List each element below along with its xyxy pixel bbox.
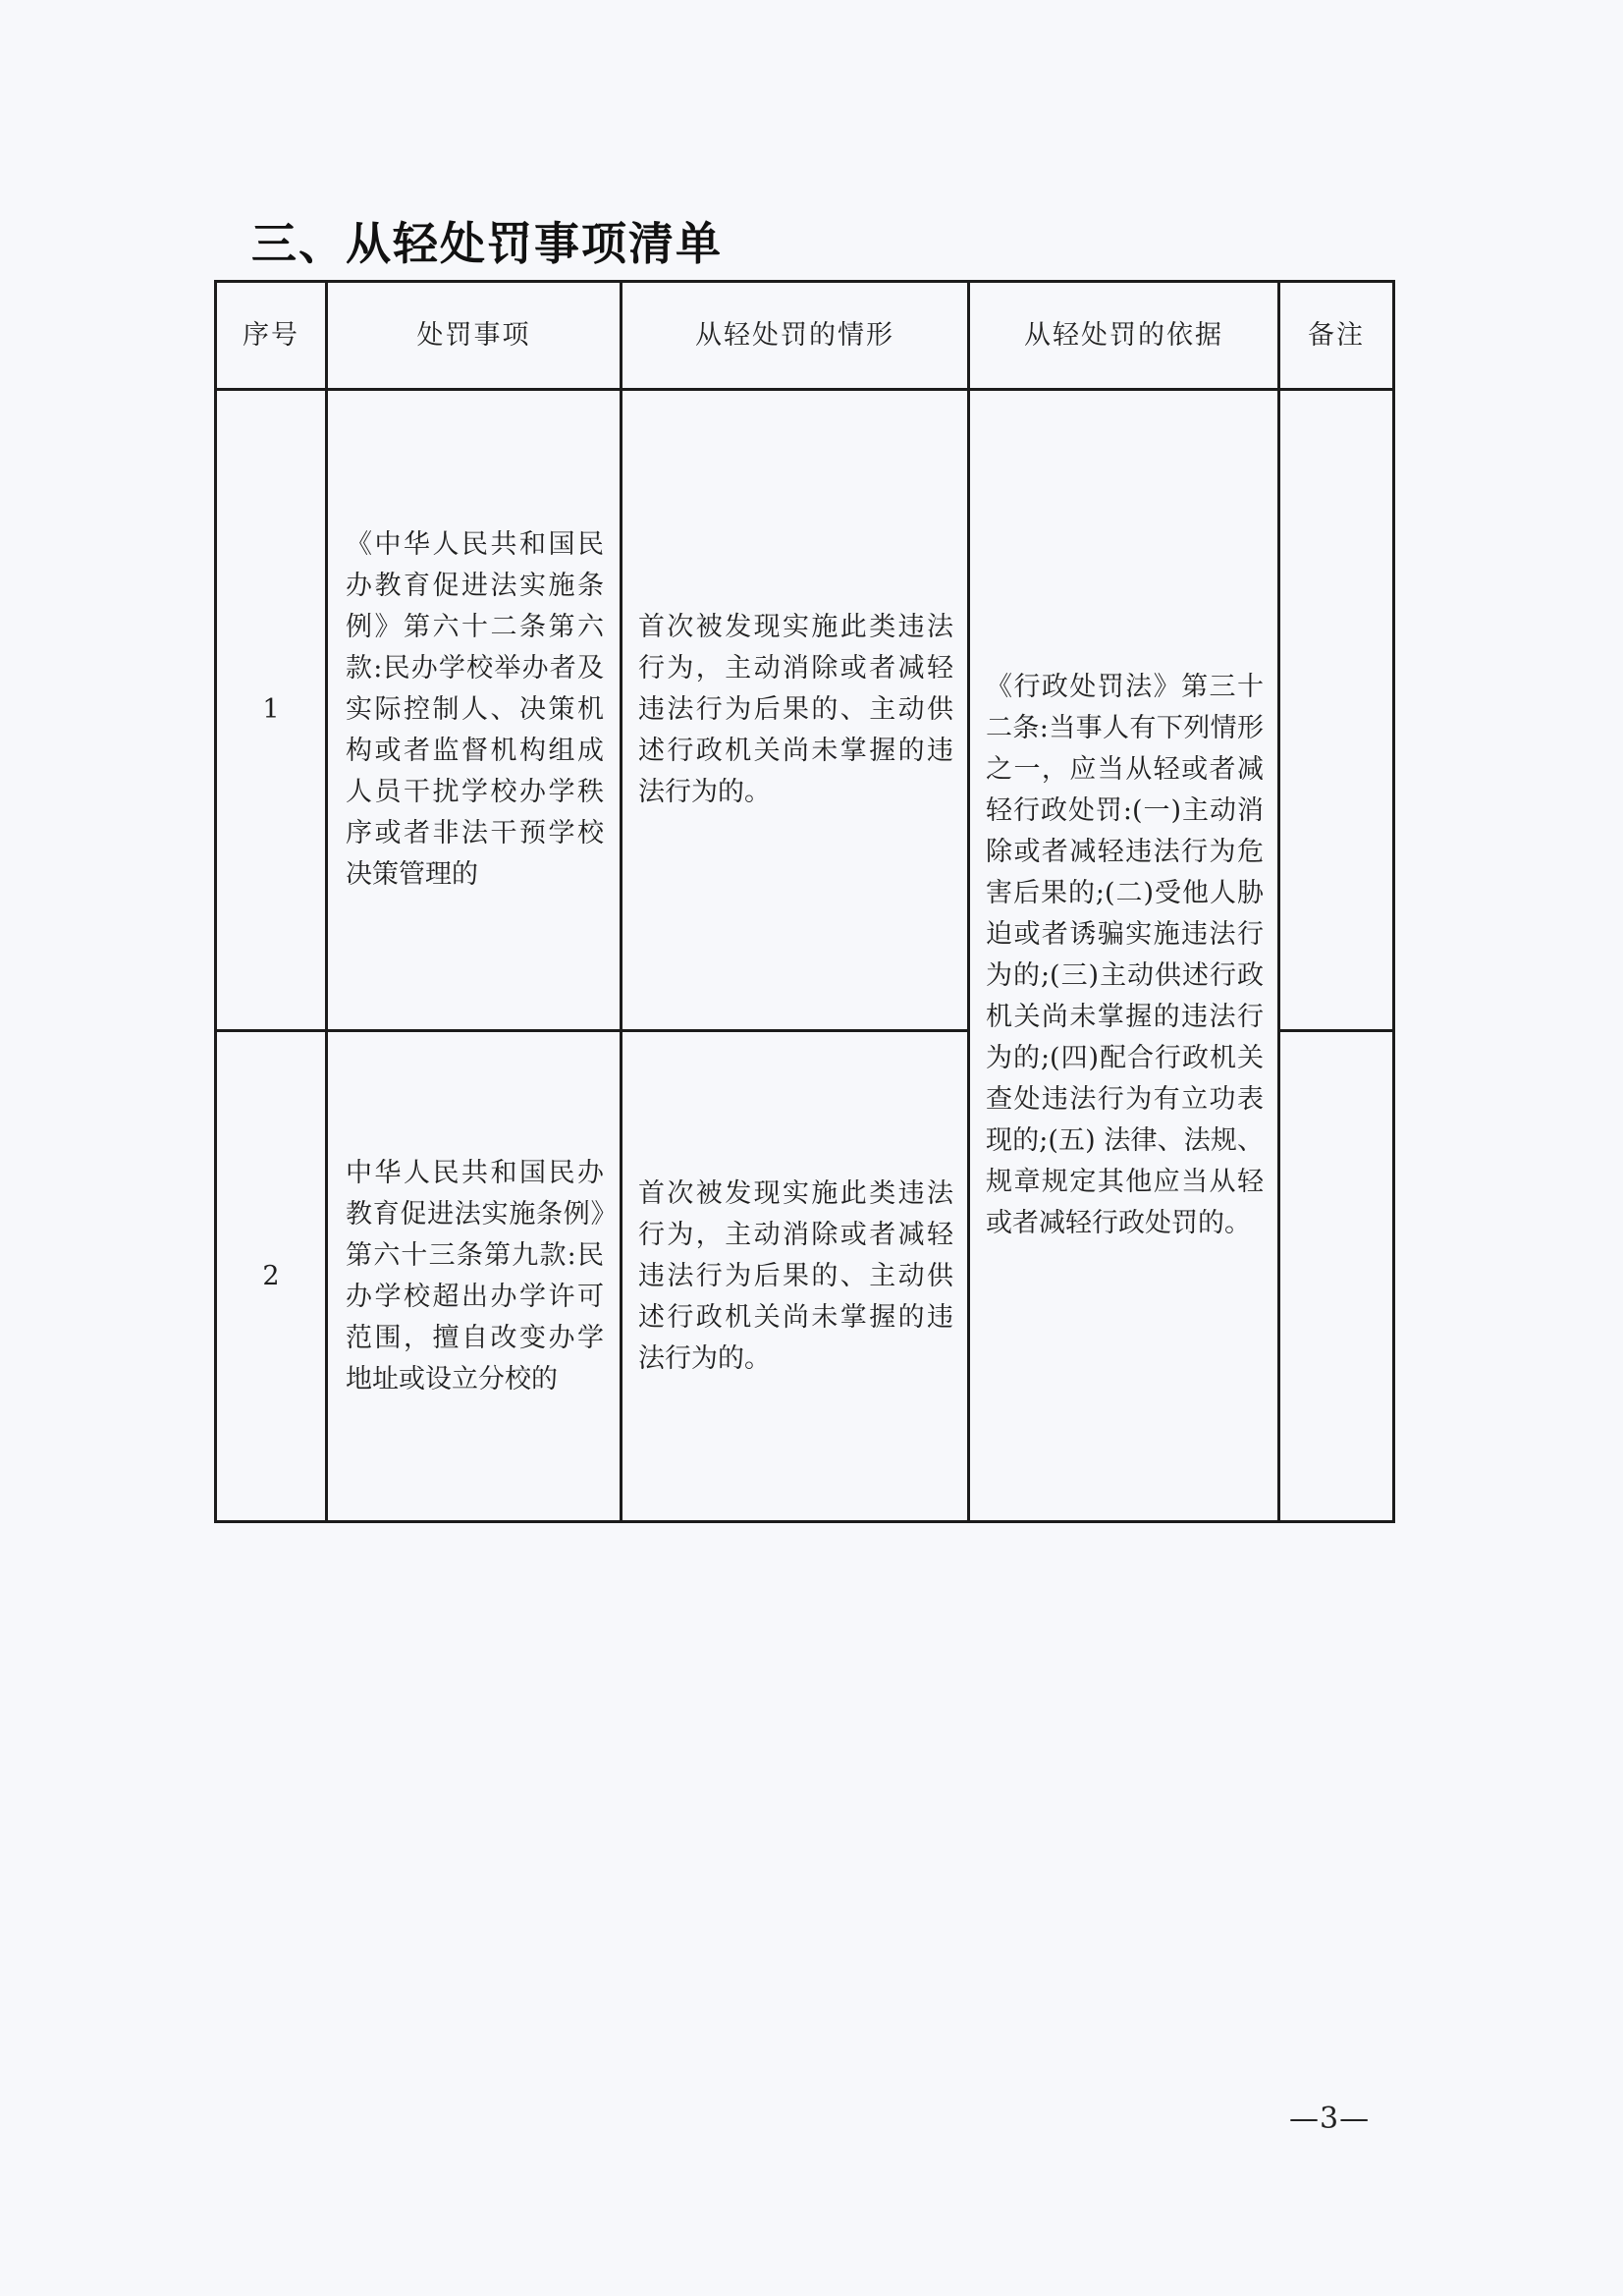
header-lenient-case: 从轻处罚的情形	[622, 282, 969, 390]
row-remark	[1279, 1031, 1394, 1522]
row-remark	[1279, 390, 1394, 1031]
row-penalty-item: 《中华人民共和国民办教育促进法实施条例》第六十二条第六款:民办学校举办者及实际控制人、决策机构或者监督机构组成人员干扰学校办学秩序或者非法干预学校决策管理的	[327, 390, 622, 1031]
table-header-row	[216, 282, 1394, 390]
page-number: —3—	[1289, 2102, 1371, 2136]
header-penalty-item: 处罚事项	[327, 282, 622, 390]
row-lenient-case: 首次被发现实施此类违法行为，主动消除或者减轻违法行为后果的、主动供述行政机关尚未掌握的违法行为的。	[622, 390, 969, 1031]
table-row	[216, 390, 1394, 1031]
header-lenient-basis: 从轻处罚的依据	[969, 282, 1279, 390]
header-seq: 序号	[216, 282, 327, 390]
row-seq: 1	[216, 390, 327, 1031]
row-seq: 2	[216, 1031, 327, 1522]
row-lenient-case: 首次被发现实施此类违法行为，主动消除或者减轻违法行为后果的、主动供述行政机关尚未掌握的违法行为的。	[622, 1031, 969, 1522]
lenient-penalty-table	[214, 280, 1395, 1523]
row-penalty-item: 中华人民共和国民办教育促进法实施条例》第六十三条第九款:民办学校超出办学许可范围，擅自改变办学地址或设立分校的	[327, 1031, 622, 1522]
header-remark: 备注	[1279, 282, 1394, 390]
shared-lenient-basis: 《行政处罚法》第三十二条:当事人有下列情形之一，应当从轻或者减轻行政处罚:(一)主动消除或者减轻违法行为危害后果的;(二)受他人胁迫或者诱骗实施违法行为的;(三)主动供述行政机关尚未掌握的违法行为的;(四)配合行政机关查处违法行为有立功表现的;(五) 法律、法规、规章规定其他应当从轻或者减轻行政处罚的。	[969, 390, 1279, 1522]
section-title: 三、从轻处罚事项清单	[251, 217, 723, 270]
